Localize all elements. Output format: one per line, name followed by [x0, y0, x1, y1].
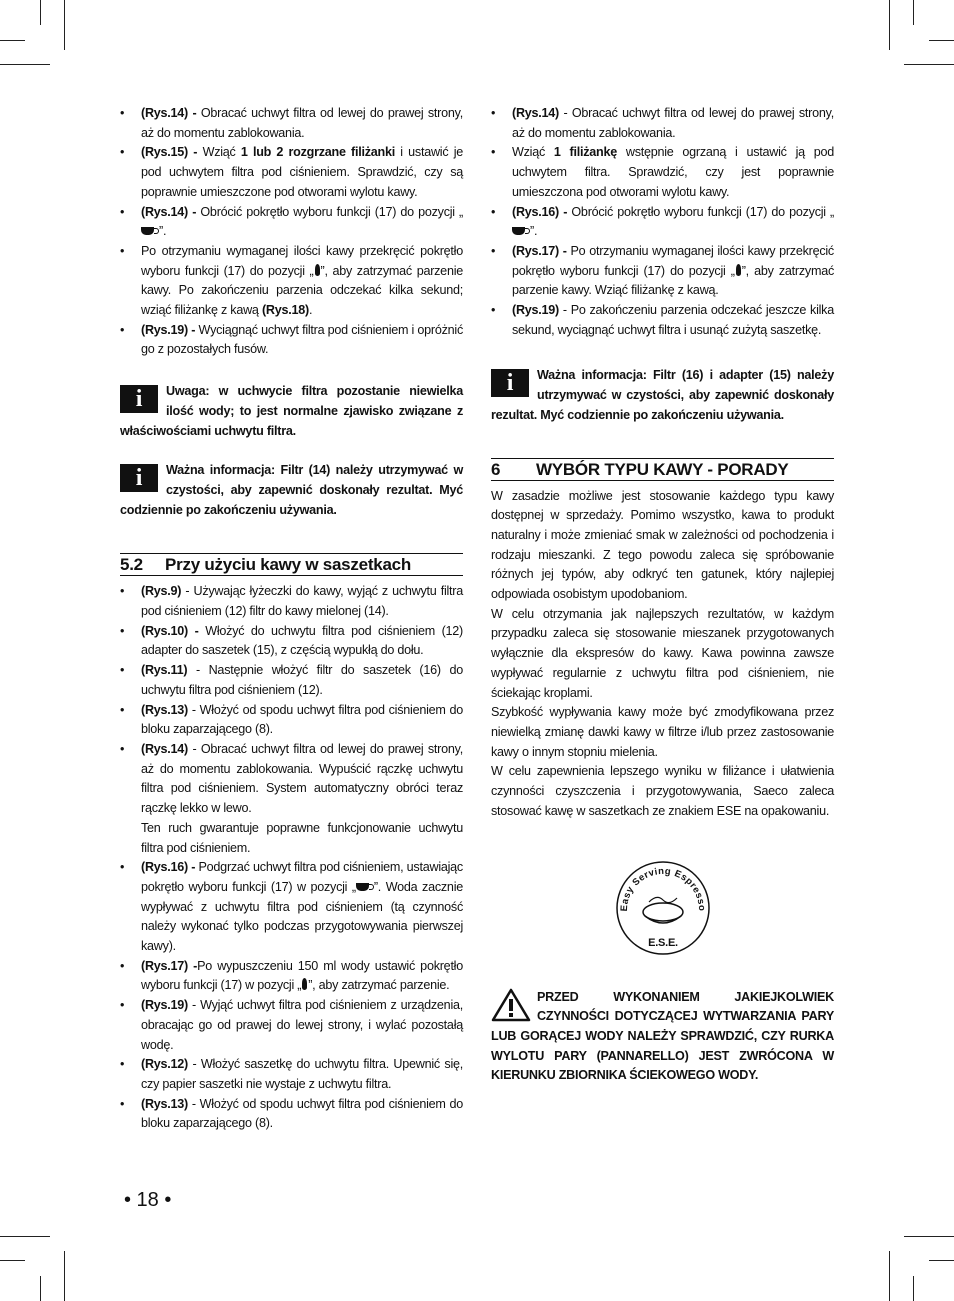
list-item: • Wziąć 1 filiżankę wstępnie ogrzaną i ustawić ją pod uchwytem filtra. Sprawdzić, czy jest poprawnie umieszczona pod otworami wylotu kawy.: [491, 143, 834, 202]
crop-mark: [913, 1276, 914, 1301]
right-column: [491, 104, 834, 1086]
section-heading: [491, 458, 834, 481]
svg-text:E.S.E.: E.S.E.: [647, 936, 678, 949]
info-icon: i: [120, 464, 158, 492]
coffee-cup-icon: [356, 881, 374, 892]
water-drop-icon: [315, 264, 320, 276]
paragraph: W celu otrzymania jak najlepszych rezultatów, w każdym przypadku zaleca się stosowanie mieszanek przygotowanych wyłącznie dla ekspresów do kawy. Kawa powinna zawsze wypływać regularnie z uchwytu filtra pod ciśnieniem, nie ściekając kroplami.: [491, 606, 834, 700]
crop-mark: [889, 1251, 890, 1301]
page-number: • 18 •: [124, 1189, 172, 1211]
crop-mark: [929, 1260, 954, 1261]
coffee-cup-icon: [141, 225, 159, 236]
list-item: • (Rys.14) - Obracać uchwyt filtra od lewej do prawej strony, aż do momentu zablokowania. Wypuścić rączkę uchwytu filtra pod ciśnieniem. System automatyczny obróci teraz rączkę lekko w lewo. Ten ruch gwarantuje poprawne funkcjonowanie uchwytu filtra pod ciśnieniem.: [120, 740, 463, 858]
section-title: WYBÓR TYPU KAWY - PORADY: [536, 459, 789, 479]
list-item: • (Rys.13) - Włożyć od spodu uchwyt filtra pod ciśnieniem do bloku zaparzającego (8).: [120, 701, 463, 740]
list-item: • (Rys.17) - Po otrzymaniu wymaganej ilości kawy przekręcić pokrętło wyboru funkcji (17) do pozycji „ ”, aby zatrzymać parzenie kawy. Wziąć filiżankę z kawą.: [491, 242, 834, 301]
crop-mark: [0, 1236, 50, 1237]
water-drop-icon: [736, 264, 741, 276]
steps-list: [491, 104, 834, 340]
note-text: Ważna informacja: Filtr (14) należy utrzymywać w czystości, aby zapewnić doskonały rezultat. Myć codziennie po zakończeniu używania.: [120, 463, 463, 517]
warning-note: [491, 988, 834, 1087]
paragraph: Szybkość wypływania kawy może być zmodyfikowana przez niewielką zmianę dawki kawy w filtrze i/lub przez zastosowanie kawy o innym stopniu mielenia.: [491, 705, 834, 759]
info-icon: i: [491, 369, 529, 397]
paragraph: W zasadzie możliwe jest stosowanie każdego typu kawy dostępnej w sprzedaży. Pomimo wszystko, kawa to produkt naturalny i może zmieniać smak w zależności od pochodzenia i rodzaju mieszanki. Z tego powodu zaleca się spróbowanie różnych jej typów, aby odkryć ten gatunek, który najlepiej odpowiada osobistym upodobaniom.: [491, 488, 834, 602]
crop-mark: [64, 1251, 65, 1301]
warning-text: PRZED WYKONANIEM JAKIEJKOLWIEK CZYNNOŚCI DOTYCZĄCEJ WYTWARZANIA PARY LUB GORĄCEJ WODY NALEŻY SPRAWDZIĆ, CZY RURKA WYLOTU PARY (PANNARELLO) JEST ZWRÓCONA W KIERUNKU ZBIORNIKA ŚCIEKOWEGO WODY.: [491, 989, 834, 1083]
crop-mark: [904, 64, 954, 65]
section-number: 5.2: [120, 555, 143, 575]
crop-mark: [889, 0, 890, 50]
warning-triangle-icon: [491, 988, 531, 1022]
steps-list: [120, 104, 463, 360]
note-text: Uwaga: w uchwycie filtra pozostanie niewielka ilość wody; to jest normalne zjawisko związane z właściwościami uchwytu filtra.: [120, 384, 463, 438]
crop-mark: [913, 0, 914, 25]
list-item: • (Rys.16) - Obrócić pokrętło wyboru funkcji (17) do pozycji „”.: [491, 203, 834, 242]
info-note: [120, 382, 463, 441]
steps-list: [120, 582, 463, 1134]
list-item: • (Rys.13) - Włożyć od spodu uchwyt filtra pod ciśnieniem do bloku zaparzającego (8).: [120, 1095, 463, 1134]
list-item: • (Rys.10) - Włożyć do uchwytu filtra pod ciśnieniem (12) adapter do saszetek (15), z częścią wypukłą do dołu.: [120, 622, 463, 661]
list-item: • (Rys.12) - Włożyć saszetkę do uchwytu filtra. Upewnić się, czy papier saszetki nie wystaje z uchwytu filtra.: [120, 1055, 463, 1094]
ese-logo: [613, 858, 713, 958]
list-item: • (Rys.19) - Wyciągnąć uchwyt filtra pod ciśnieniem i opróżnić go z pozostałych fusów.: [120, 321, 463, 360]
info-note: [120, 461, 463, 520]
paragraph: W celu zapewnienia lepszego wyniku w filiżance i ułatwienia czynności czyszczenia i przygotowywania, Saeco zaleca stosować kawę w saszetkach ze znakiem ESE na opakowaniu.: [491, 764, 834, 818]
list-item: • Po otrzymaniu wymaganej ilości kawy przekręcić pokrętło wyboru funkcji (17) do pozycji „ ”, aby zatrzymać parzenie kawy. Po zakończeniu parzenia odczekać kilka sekund; wziąć filiżankę z kawą (Rys.18).: [120, 242, 463, 321]
note-text: Ważna informacja: Filtr (16) i adapter (15) należy utrzymywać w czystości, aby zapewnić doskonały rezultat. Myć codziennie po zakończeniu używania.: [491, 368, 834, 422]
list-item: • (Rys.19) - Po zakończeniu parzenia odczekać jeszcze kilka sekund, wyciągnąć uchwyt filtra i usunąć zużytą saszetkę.: [491, 301, 834, 340]
crop-mark: [64, 0, 65, 50]
list-item: • (Rys.16) - Podgrzać uchwyt filtra pod ciśnieniem, ustawiając pokrętło wyboru funkcji (17) w pozycji „ ”. Woda zacznie wypływać z uchwytu filtra pod ciśnieniem (tą czynność należy wykonać tylko podczas przygotowywania pierwszej kawy).: [120, 858, 463, 957]
list-item: • (Rys.14) - Obracać uchwyt filtra od lewej do prawej strony, aż do momentu zablokowania.: [120, 104, 463, 143]
info-note: [491, 366, 834, 425]
crop-mark: [40, 0, 41, 25]
list-item: • (Rys.15) - Wziąć 1 lub 2 rozgrzane filiżanki i ustawić je pod uchwytem filtra pod ciśnieniem. Sprawdzić, czy są poprawnie umieszczone pod otworami wylotu kawy.: [120, 143, 463, 202]
info-icon: i: [120, 385, 158, 413]
coffee-cup-icon: [512, 225, 530, 236]
crop-mark: [929, 40, 954, 41]
svg-text:Easy Serving Espresso: Easy Serving Espresso: [618, 865, 707, 912]
crop-mark: [904, 1236, 954, 1237]
list-item: • (Rys.19) - Wyjąć uchwyt filtra pod ciśnieniem z urządzenia, obracając go od prawej do lewej strony, i wylać pozostałą wodę.: [120, 996, 463, 1055]
crop-mark: [40, 1276, 41, 1301]
water-drop-icon: [302, 978, 307, 990]
section-number: 6: [491, 459, 501, 479]
section-heading: [120, 553, 463, 576]
list-item: • (Rys.9) - Używając łyżeczki do kawy, wyjąć z uchwytu filtra pod ciśnieniem (12) filtr do kawy mielonej (14).: [120, 582, 463, 621]
section-title: Przy użyciu kawy w saszetkach: [165, 555, 411, 575]
list-item: • (Rys.17) -Po wypuszczeniu 150 ml wody ustawić pokrętło wyboru funkcji (17) w pozycji „ ”, aby zatrzymać parzenie.: [120, 957, 463, 996]
list-item: • (Rys.14) - Obracać uchwyt filtra od lewej do prawej strony, aż do momentu zablokowania.: [491, 104, 834, 143]
crop-mark: [0, 40, 25, 41]
list-item: • (Rys.14) - Obrócić pokrętło wyboru funkcji (17) do pozycji „”.: [120, 203, 463, 242]
list-item: • (Rys.11) - Następnie włożyć filtr do saszetek (16) do uchwytu filtra pod ciśnieniem (12).: [120, 661, 463, 700]
crop-mark: [0, 1260, 25, 1261]
crop-mark: [0, 64, 50, 65]
left-column: [120, 104, 463, 1134]
